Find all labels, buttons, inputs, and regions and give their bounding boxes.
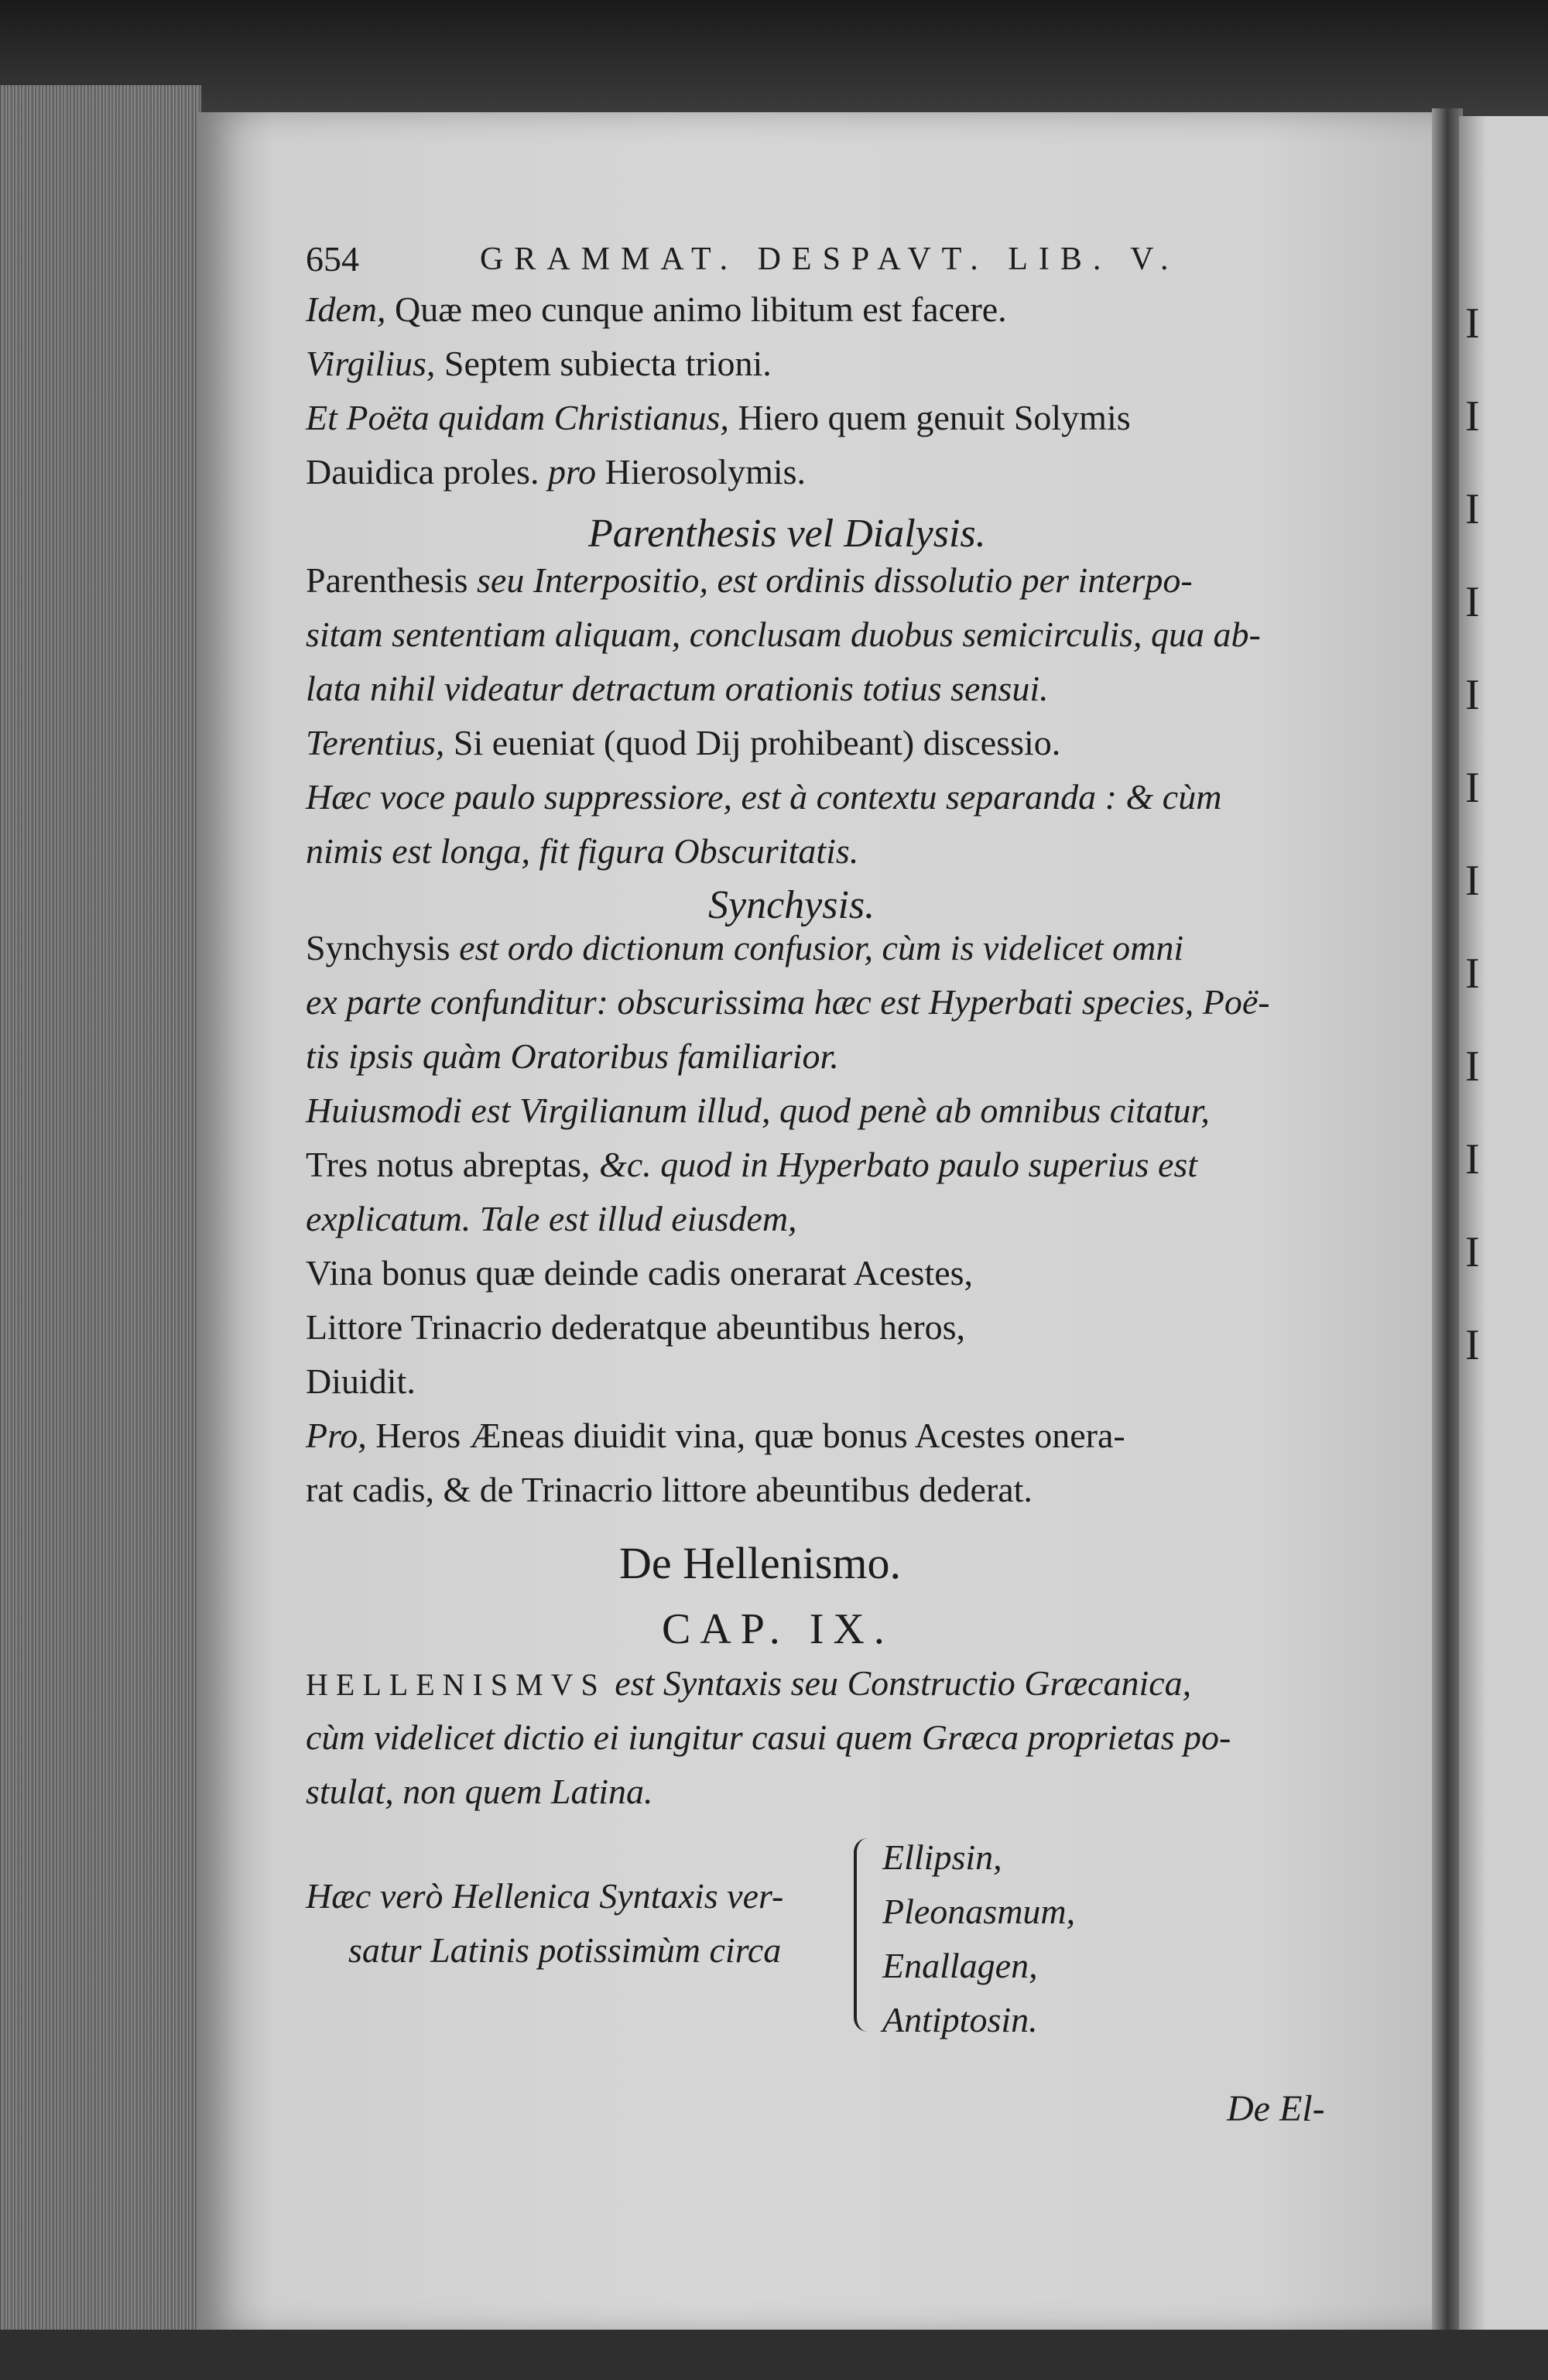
text-line (306, 449, 806, 495)
text-segment: seu Interpositio, est ordinis dissolutio per interpo- (467, 560, 1193, 600)
book-gutter (1432, 108, 1463, 2337)
text-segment: pro (539, 452, 597, 491)
text-line (306, 979, 1270, 1026)
right-page-fragment: I (1465, 392, 1480, 440)
page-edges (0, 85, 201, 2380)
heading-parenthesis: Parenthesis vel Dialysis. (588, 512, 986, 556)
text-line (306, 1304, 965, 1351)
text-segment: tis ipsis quàm Oratoribus familiarior. (306, 1036, 839, 1076)
text-segment: &c. quod in Hyperbato paulo superius est (590, 1145, 1198, 1184)
text-line (306, 774, 1221, 820)
text-line (306, 1467, 1033, 1513)
text-line (306, 395, 1131, 441)
page-number: 654 (306, 239, 359, 279)
text-segment: Heros Æneas diuidit vina, quæ bonus Acestes onera- (366, 1416, 1125, 1455)
brace-item: Antiptosin. (882, 2000, 1038, 2039)
text-segment: ex parte confunditur: obscurissima hæc est Hyperbati species, Poë- (306, 982, 1270, 1022)
text-segment: Huiusmodi est Virgilianum illud, quod penè ab omnibus citatur, (306, 1091, 1210, 1130)
right-page-fragment: I (1465, 300, 1480, 348)
right-page-fragment: I (1465, 764, 1480, 812)
text-segment: Hiero quem genuit Solymis (728, 398, 1131, 437)
right-page-fragment: I (1465, 1043, 1480, 1091)
text-segment: Vina bonus quæ deinde cadis onerarat Acestes, (306, 1253, 974, 1293)
text-segment: Pro, (306, 1416, 367, 1455)
text-segment: Littore Trinacrio dederatque abeuntibus heros, (306, 1307, 966, 1347)
text-line (306, 1413, 1125, 1459)
text-line (306, 1714, 1231, 1761)
text-segment: Si eueniat (quod Dij prohibeant) discessio. (444, 723, 1061, 762)
text-segment: Et Poëta quidam Christianus, (306, 398, 729, 437)
text-segment: HELLENISMVS (306, 1667, 606, 1702)
text-segment: Hæc voce paulo suppressiore, est à contextu separanda : & cùm (306, 777, 1222, 817)
text-segment: explicatum. Tale est illud eiusdem, (306, 1199, 797, 1238)
right-page (1459, 116, 1548, 2330)
text-segment: Synchysis (306, 928, 450, 967)
right-page-fragment: I (1465, 857, 1480, 905)
heading-synchysis: Synchysis. (708, 883, 875, 927)
chapter-title: CAP. IX. (662, 1605, 894, 1653)
text-segment: cùm videlicet dictio ei iungitur casui quem Græca proprietas po- (306, 1717, 1231, 1757)
text-segment: Idem, (306, 289, 386, 329)
brace-intro-line-1: Hæc verò Hellenica Syntaxis ver- (306, 1876, 784, 1916)
text-segment: Tres notus abreptas, (306, 1145, 591, 1184)
text-line (306, 720, 1060, 766)
text-line (306, 1358, 416, 1405)
text-segment: Parenthesis (306, 560, 468, 600)
text-line (306, 1142, 1197, 1188)
right-page-fragment: I (1465, 671, 1480, 719)
right-page-fragment: I (1465, 1321, 1480, 1369)
text-line (306, 1660, 1191, 1708)
text-line (306, 1033, 839, 1080)
text-segment: est ordo dictionum confusior, cùm is videlicet omni (450, 928, 1184, 967)
text-segment: Hierosolymis. (596, 452, 807, 491)
text-line (306, 666, 1049, 712)
text-segment: Virgilius, (306, 344, 436, 383)
text-segment: nimis est longa, fit figura Obscuritatis. (306, 831, 859, 871)
background-bottom (0, 2330, 1548, 2380)
text-line (306, 1087, 1210, 1134)
brace-item: Enallagen, (882, 1946, 1038, 1985)
running-title: GRAMMAT. DESPAVT. LIB. V. (480, 241, 1180, 277)
text-line (306, 286, 1007, 333)
right-page-fragment: I (1465, 1135, 1480, 1183)
text-segment: sitam sententiam aliquam, conclusam duobus semicirculis, qua ab- (306, 615, 1261, 654)
right-page-fragment: I (1465, 950, 1480, 998)
text-line (306, 828, 858, 875)
brace-item: Pleonasmum, (882, 1892, 1076, 1931)
text-line (306, 341, 772, 387)
text-segment: Quæ meo cunque animo libitum est facere. (385, 289, 1007, 329)
text-segment: stulat, non quem Latina. (306, 1772, 653, 1811)
text-segment: Dauidica proles. (306, 452, 539, 491)
right-page-fragment: I (1465, 1228, 1480, 1276)
text-line (306, 1769, 653, 1815)
text-line (306, 611, 1261, 658)
section-title: De Hellenismo. (619, 1538, 902, 1588)
text-line (306, 1196, 797, 1242)
text-segment: Septem subiecta trioni. (435, 344, 772, 383)
text-line (306, 557, 1193, 604)
text-segment: Diuidit. (306, 1361, 416, 1401)
text-line (306, 925, 1183, 971)
catchword: De El- (1227, 2088, 1325, 2129)
brace-symbol (854, 1838, 874, 2032)
brace-intro-line-2: satur Latinis potissimùm circa (348, 1930, 782, 1970)
text-segment: Terentius, (306, 723, 445, 762)
text-segment: rat cadis, & de Trinacrio littore abeuntibus dederat. (306, 1470, 1033, 1509)
background-top (0, 0, 1548, 116)
right-page-fragment: I (1465, 485, 1480, 533)
text-segment: est Syntaxis seu Constructio Græcanica, (605, 1663, 1192, 1703)
right-page-fragment: I (1465, 578, 1480, 626)
text-line (306, 1250, 973, 1296)
text-segment: lata nihil videatur detractum orationis totius sensui. (306, 669, 1049, 708)
brace-item: Ellipsin, (882, 1837, 1002, 1877)
